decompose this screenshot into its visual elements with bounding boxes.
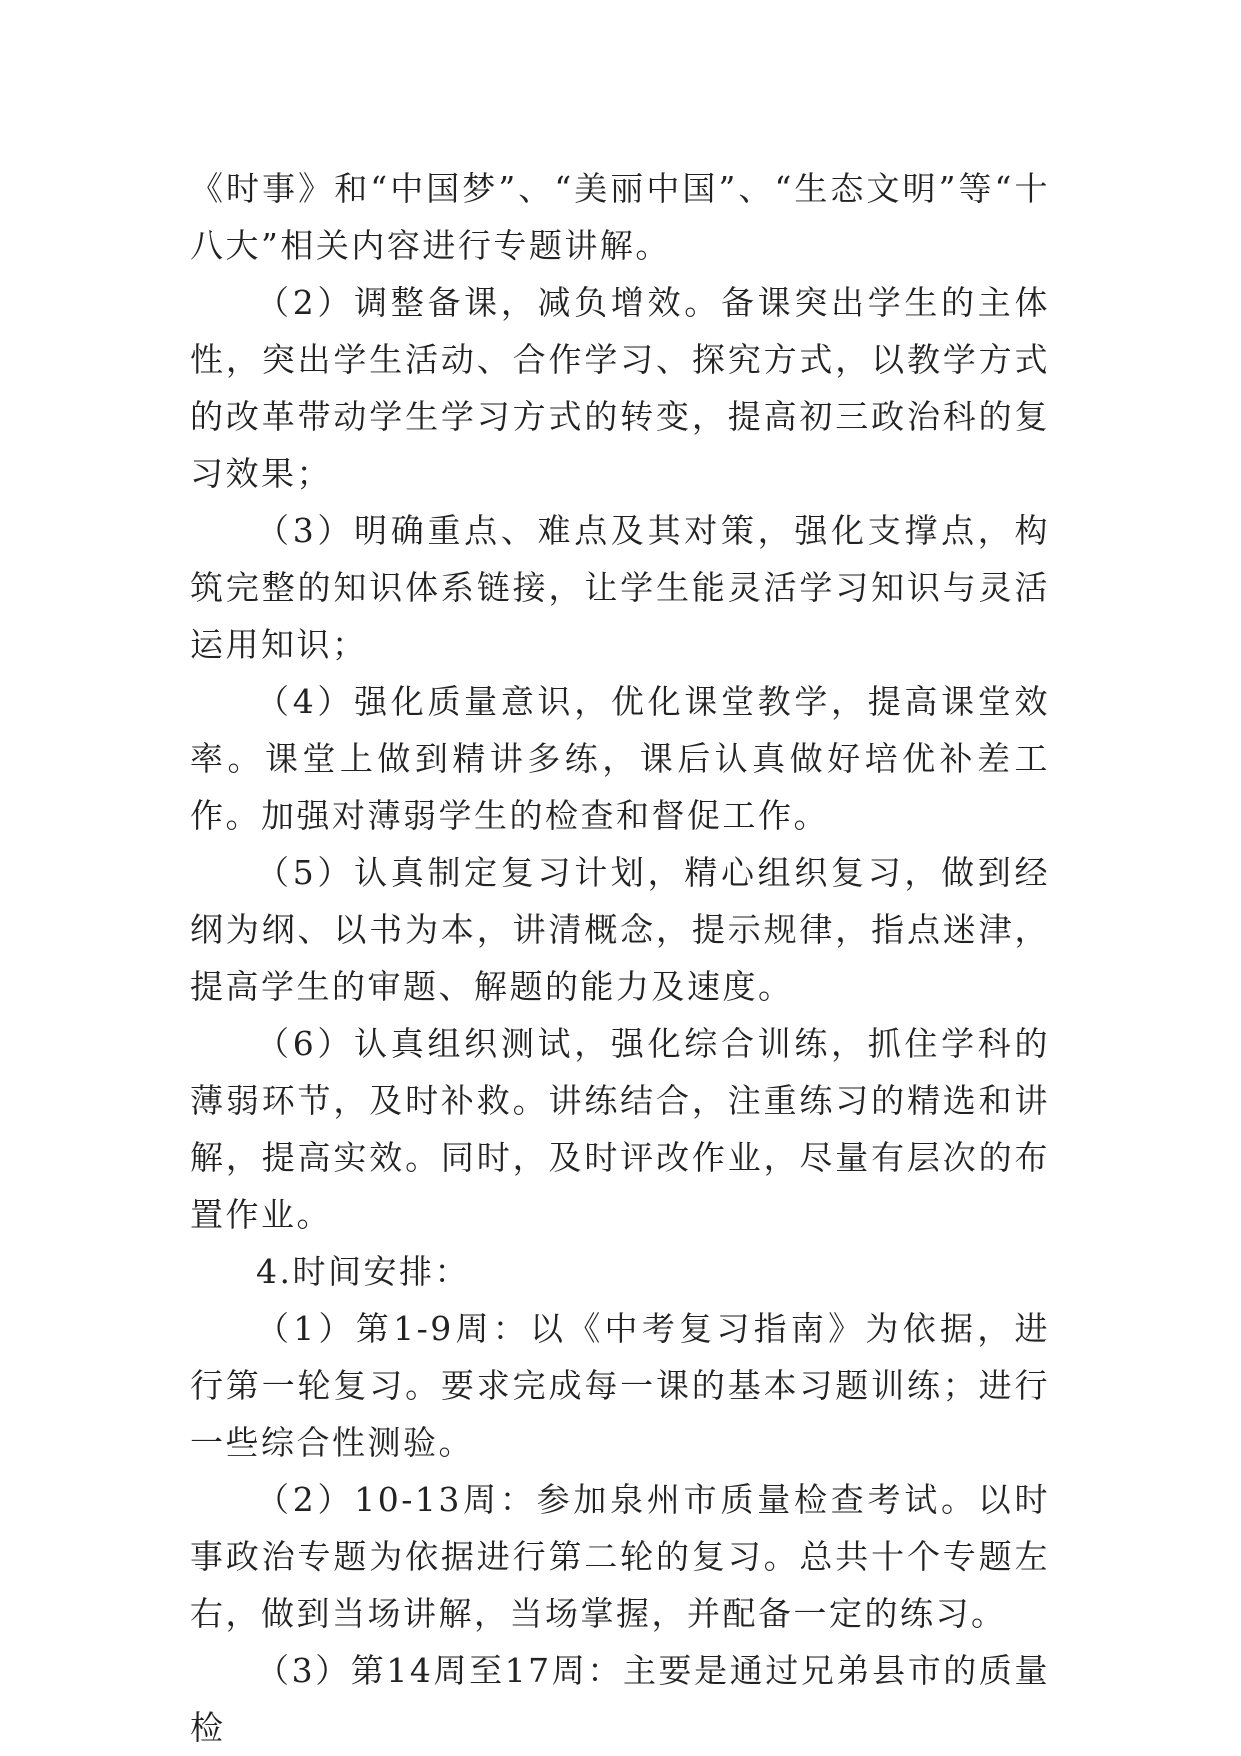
paragraph-item-4: （4）强化质量意识，优化课堂教学，提高课堂效率。课堂上做到精讲多练，课后认真做好培优补差工作。加强对薄弱学生的检查和督促工作。 [190, 682, 1050, 835]
schedule-item-3: （3）第14周至17周：主要是通过兄弟县市的质量检 [190, 1651, 1050, 1747]
paragraph-item-6: （6）认真组织测试，强化综合训练，抓住学科的薄弱环节，及时补救。讲练结合，注重练习的精选和讲解，提高实效。同时，及时评改作业，尽量有层次的布置作业。 [190, 1024, 1050, 1234]
paragraph-continuation: 《时事》和“中国梦”、“美丽中国”、“生态文明”等“十八大”相关内容进行专题讲解。 [190, 169, 1050, 265]
document-body [190, 160, 1050, 1756]
paragraph-item-3: （3）明确重点、难点及其对策，强化支撑点，构筑完整的知识体系链接，让学生能灵活学习知识与灵活运用知识； [190, 511, 1050, 664]
paragraph-item-2: （2）调整备课，减负增效。备课突出学生的主体性，突出学生活动、合作学习、探究方式，以教学方式的改革带动学生学习方式的转变，提高初三政治科的复习效果； [190, 283, 1050, 493]
schedule-item-1: （1）第1-9周：以《中考复习指南》为依据，进行第一轮复习。要求完成每一课的基本习题训练；进行一些综合性测验。 [190, 1309, 1050, 1462]
paragraph-item-5: （5）认真制定复习计划，精心组织复习，做到经纲为纲、以书为本，讲清概念，提示规律，指点迷津，提高学生的审题、解题的能力及速度。 [190, 853, 1050, 1006]
section-heading-time-schedule: 4.时间安排： [256, 1252, 470, 1291]
schedule-item-2: （2）10-13周：参加泉州市质量检查考试。以时事政治专题为依据进行第二轮的复习。总共十个专题左右，做到当场讲解，当场掌握，并配备一定的练习。 [190, 1480, 1050, 1633]
